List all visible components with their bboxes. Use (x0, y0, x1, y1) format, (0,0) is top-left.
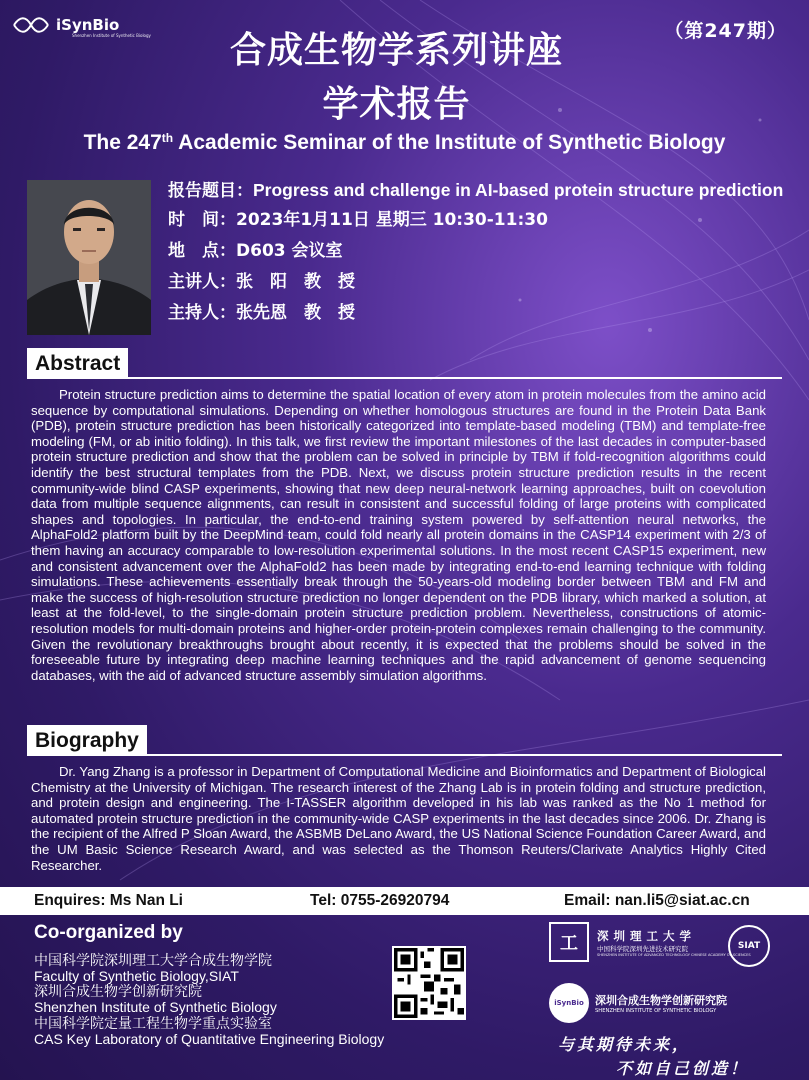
siat-seal-icon: SIAT (728, 925, 770, 967)
speaker-photo (27, 180, 151, 335)
topic-value: Progress and challenge in AI-based protein structure prediction (253, 180, 784, 200)
contact-bar (0, 887, 809, 915)
institute-name-en: SHENZHEN INSTITUTE OF SYNTHETIC BIOLOGY (595, 1008, 717, 1014)
szu-subtitle-cn: 中国科学院深圳先进技术研究院 (597, 944, 688, 953)
host-value: 张先恩 教 授 (236, 303, 355, 323)
host-label: 主持人： (168, 303, 236, 323)
coorganizers-heading: Co-organized by (34, 922, 183, 943)
title-cn-line1: 合成生物学系列讲座 (229, 30, 563, 71)
qr-code-image (394, 948, 464, 1018)
title-en-pre: The 247 (83, 131, 162, 154)
seminar-details (168, 176, 788, 329)
coorganizer-item: 深圳合成生物学创新研究院 (34, 983, 202, 1000)
enquiries-contact: Enquires: Ms Nan Li (34, 892, 183, 909)
biography-heading: Biography (27, 725, 147, 756)
coorganizer-item: CAS Key Laboratory of Quantitative Engineering Biology (34, 1030, 385, 1047)
slogan-line2: 不如自己创造！ (616, 1059, 750, 1078)
coorganizer-item: 中国科学院深圳理工大学合成生物学院 (34, 952, 272, 968)
institute-emblem-icon: iSynBio (549, 983, 589, 1023)
coorganizer-item: 中国科学院定量工程生物学重点实验室 (34, 1014, 272, 1031)
coorganizer-item: Shenzhen Institute of Synthetic Biology (34, 999, 277, 1016)
location-label: 地 点： (168, 241, 236, 261)
institute-logo (549, 983, 727, 1023)
szu-subtitle-en: SHENZHEN INSTITUTE OF ADVANCED TECHNOLOGY CHINESE ACADEMY OF SCIENCES (597, 952, 751, 957)
logo-text: iSynBio (56, 16, 120, 34)
coorganizers-list (34, 953, 384, 1047)
abstract-heading: Abstract (27, 348, 128, 379)
time-row (168, 205, 788, 236)
time-value: 2023年1月11日 星期三 10:30-11:30 (236, 210, 548, 230)
title-en-post: Academic Seminar of the Institute of Synthetic Biology (173, 131, 726, 154)
speaker-portrait-image (27, 180, 151, 335)
coorganizer-item: Faculty of Synthetic Biology,SIAT (34, 967, 239, 984)
speaker-label: 主讲人： (168, 272, 236, 292)
time-label: 时 间： (168, 210, 236, 230)
institute-logo-text (595, 992, 727, 1014)
institute-name-cn: 深圳合成生物学创新研究院 (595, 994, 727, 1007)
title-cn-line2: 学术报告 (322, 84, 471, 125)
szu-title: 深圳理工大学 (597, 928, 696, 943)
title-en (0, 131, 809, 155)
abstract-text: Protein structure prediction aims to determine the spatial location of every atom in protein molecules from the amino acid sequence by computational simulations. Depending on whether homologous structures are found in the Protein Data Bank (PDB), protein structure prediction has been historically categorized into template-based modeling (TBM) and template-free modeling (FM, or ab initio folding). In this talk, we first review the important milestones of the last decades in computer-based protein structure prediction and show that the problem can be solved in principle by TBM if fold-recognition algorithms could identify the best structural templates from the PDB. Next, we discuss protein structure prediction results in the recent community-wide blind CASP experiments, showing that new deep neural-network learning approaches, built on coevolution data from multiple sequence alignments, can result in consistent and successful folding of large proteins with complicated shapes and topologies. In particular, the end-to-end training system powered by self-attention neural networks, the AlphaFold2 platform built by the DeepMind team, could fold nearly all protein domains in the CASP14 experiment with 2/3 of them having an accuracy comparable to low-resolution experimental solutions. In the most recent CASP15 experiment, new and consistent advancement over the AlphaFold2 has been made by integrating end-to-end learning technique with folding simulations. These achievements essentially break through the 50-years-old modeling border between TBM and FM and make the success of high-resolution structure prediction no longer dependent on the PDB library, which marked a solution, at least at the fold-level, to the single-domain protein structure prediction problem. Nevertheless, constructions of atomic-resolution models for multi-domain proteins and higher-order protein-protein complexes remain challenging to the community. Given the revolutionary breakthroughs brought about recently, it is expected that the problems should be solved in the foreseeable future by integrating deep machine learning techniques and the rapid advancement of genome sequencing databases, with the aid of advanced structure assembly simulation algorithms. (31, 387, 766, 683)
title-en-sup: th (161, 131, 174, 145)
szu-logo (549, 922, 751, 962)
biography-text: Dr. Yang Zhang is a professor in Department of Computational Medicine and Bioinformatics and Department of Biological Chemistry at the University of Michigan. The research interest of the Zhang Lab is in protein folding and structure prediction, and protein design and engineering. The I-TASSER algorithm developed in his lab was ranked as the No 1 method for automated protein structure prediction in the community-wide CASP experiments in the last decades since 2006. Dr. Zhang is the recipient of the Alfred P Sloan Award, the ASBMB DeLano Award, the US National Science Foundation Career Award, and the UM Basic Science Research Award, and was selected as the Thomson Reuters/Clarivate Analytics Highly Cited Researcher. (31, 764, 766, 873)
topic-row (168, 176, 788, 205)
logo-subtext: Shenzhen Institute of Synthetic Biology (72, 33, 151, 38)
location-value: D603 会议室 (236, 241, 343, 261)
issue-number: （第247期） (664, 20, 787, 42)
slogan-line1: 与其期待未来， (558, 1035, 692, 1054)
host-row (168, 298, 788, 329)
speaker-value: 张 阳 教 授 (236, 272, 355, 292)
qr-code[interactable] (392, 946, 466, 1020)
topic-label: 报告题目： (168, 181, 253, 201)
phone-number: Tel: 0755-26920794 (310, 892, 450, 909)
speaker-row (168, 267, 788, 298)
abstract-divider (27, 377, 782, 379)
szu-emblem-icon: 工 (549, 922, 589, 962)
location-row (168, 236, 788, 267)
email-address[interactable]: Email: nan.li5@siat.ac.cn (564, 892, 750, 909)
